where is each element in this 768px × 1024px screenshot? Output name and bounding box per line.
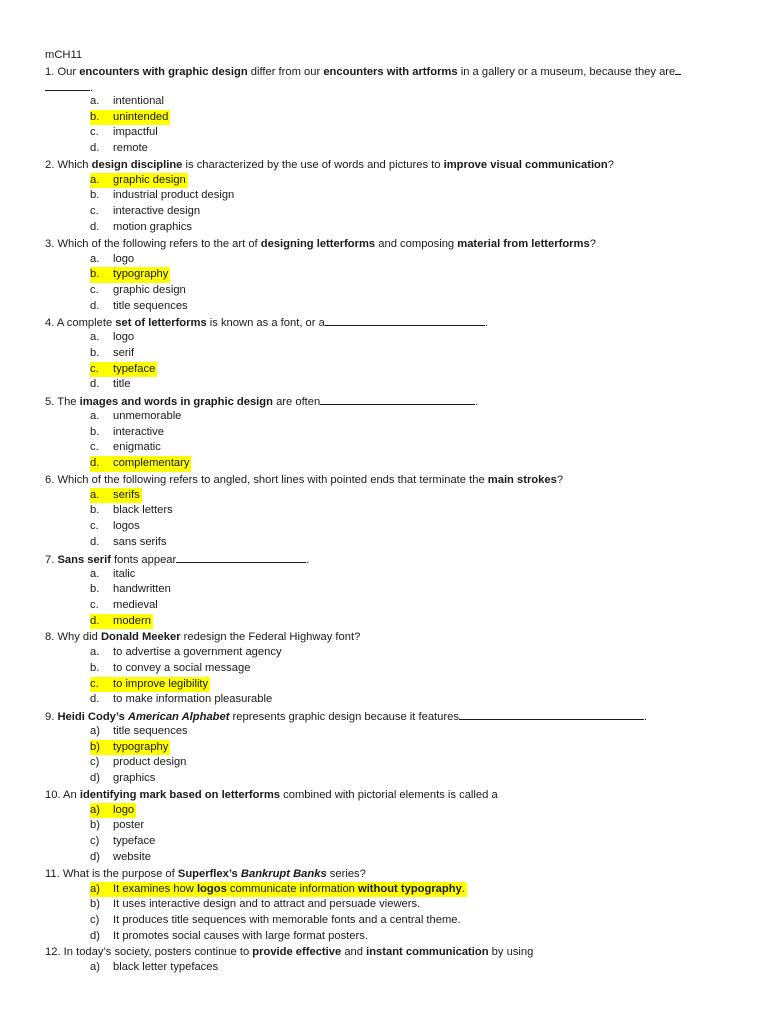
answer-blank <box>459 708 644 720</box>
option-text: graphic design <box>113 283 186 296</box>
text-run: combined with pictorial elements is called a <box>280 788 498 801</box>
option-content <box>90 189 234 201</box>
option-text: handwritten <box>113 583 171 596</box>
option-marker: c. <box>90 126 99 139</box>
option-text: It produces title sequences with memorable fonts and a central theme. <box>113 913 461 926</box>
answer-option-highlighted <box>45 614 735 630</box>
text-run: designing letterforms <box>260 237 376 250</box>
option-text: medieval <box>113 598 158 611</box>
text-run: American Alphabet <box>127 711 230 723</box>
option-marker: b) <box>90 819 100 832</box>
option-text: logo <box>113 252 135 265</box>
answer-option <box>45 661 735 677</box>
question-continuation <box>45 79 735 94</box>
option-content <box>90 331 134 343</box>
text-run: 5. The <box>45 396 80 408</box>
answer-option <box>45 834 735 850</box>
text-run: in a gallery or a museum, because they are <box>457 66 676 78</box>
highlight-mark <box>90 740 170 756</box>
text-run: ? <box>589 237 596 250</box>
text-run: redesign the Federal Highway font? <box>180 631 361 644</box>
text-run: ? <box>556 473 564 486</box>
option-text: to convey a social message <box>113 661 251 674</box>
option-text: enigmatic <box>113 441 161 454</box>
option-marker: c. <box>90 520 99 533</box>
option-marker: a. <box>90 646 100 659</box>
option-content <box>90 378 130 390</box>
answer-option-highlighted <box>45 362 735 378</box>
option-text: logo <box>113 803 135 816</box>
text-run: and <box>341 946 367 959</box>
option-text: interactive design <box>113 205 201 218</box>
text-run: series? <box>326 867 366 880</box>
option-text: motion graphics <box>113 220 192 233</box>
answer-option <box>45 94 735 110</box>
text-run: . <box>90 82 94 94</box>
answer-option-highlighted <box>45 488 735 504</box>
option-marker: b. <box>90 189 100 202</box>
option-marker: d) <box>90 850 100 863</box>
text-run: 11. What is the purpose of <box>45 867 178 880</box>
text-run: Bankrupt Banks <box>240 867 327 880</box>
text-run: Heidi Cody’s <box>57 711 128 723</box>
option-marker: d. <box>90 457 100 470</box>
option-marker: a. <box>90 331 100 344</box>
answer-option <box>45 598 735 614</box>
text-run: encounters with artforms <box>323 66 458 78</box>
option-content <box>90 646 282 658</box>
text-run: . <box>643 711 648 723</box>
option-text: typography <box>113 268 169 281</box>
answer-option <box>45 929 735 945</box>
highlight-mark <box>90 267 170 283</box>
answer-option <box>45 283 735 299</box>
option-marker: d) <box>90 772 100 785</box>
option-marker: c. <box>90 362 99 375</box>
option-content <box>90 898 420 910</box>
text-run: represents graphic design because it features <box>229 711 459 723</box>
option-content <box>90 441 161 453</box>
option-marker: d. <box>90 299 100 312</box>
highlight-mark <box>90 173 188 189</box>
text-run: without typography <box>358 882 462 895</box>
text-run: . <box>461 882 465 895</box>
answer-option <box>45 440 735 456</box>
text-run: 3. Which of the following refers to the art of <box>45 237 261 250</box>
option-text: italic <box>113 567 136 580</box>
text-run: is known as a font, or a <box>206 317 325 330</box>
option-text: to improve legibility <box>113 677 209 690</box>
option-text: complementary <box>113 457 190 470</box>
option-text: title <box>113 378 131 391</box>
option-content <box>90 426 164 438</box>
answer-option <box>45 409 735 425</box>
question-stem <box>45 944 735 960</box>
text-run: 9. <box>45 711 58 723</box>
answer-option <box>45 755 735 771</box>
answer-option <box>45 141 735 157</box>
answer-option-highlighted <box>45 110 735 126</box>
answer-option <box>45 771 735 787</box>
answer-option <box>45 567 735 583</box>
option-marker: d. <box>90 614 100 627</box>
question-list <box>45 63 735 976</box>
answer-option <box>45 188 735 204</box>
answer-option <box>45 299 735 315</box>
text-run: set of letterforms <box>115 317 207 330</box>
option-content <box>90 504 173 516</box>
text-run: differ from our <box>247 66 324 78</box>
answer-option <box>45 897 735 913</box>
option-marker: a. <box>90 567 100 580</box>
option-marker: c. <box>90 598 99 611</box>
option-marker: b) <box>90 740 100 753</box>
text-run: encounters with graphic design <box>79 66 248 78</box>
question-stem <box>45 157 735 173</box>
text-run: main strokes <box>487 473 557 486</box>
option-text: graphics <box>113 772 156 785</box>
option-marker: c) <box>90 913 100 926</box>
answer-option <box>45 377 735 393</box>
option-content <box>90 930 368 942</box>
highlight-mark <box>90 362 157 378</box>
option-text: title sequences <box>113 725 188 737</box>
document-title: mCH11 <box>45 49 83 61</box>
option-marker: d. <box>90 142 100 155</box>
option-content <box>90 536 166 548</box>
option-content <box>90 568 135 580</box>
option-text: unmemorable <box>113 410 182 422</box>
option-text: serif <box>113 346 135 359</box>
answer-option <box>45 125 735 141</box>
answer-blank <box>325 314 485 326</box>
option-text: intentional <box>113 95 165 107</box>
option-text: black letters <box>113 504 173 517</box>
answer-option-highlighted <box>45 740 735 756</box>
option-text: product design <box>113 756 187 769</box>
question-stem <box>45 314 735 330</box>
option-content <box>90 961 218 973</box>
highlight-mark <box>90 803 136 819</box>
option-marker: c) <box>90 835 100 848</box>
highlight-mark <box>90 488 142 504</box>
option-text: typeface <box>113 835 156 848</box>
question-stem <box>45 787 735 803</box>
text-run: 2. Which <box>45 158 92 171</box>
option-content <box>90 142 148 154</box>
option-content <box>90 772 155 784</box>
answer-blank <box>45 79 90 91</box>
option-content <box>90 347 134 359</box>
document-page <box>45 47 735 976</box>
option-marker: d. <box>90 378 100 391</box>
text-run: 4. A complete <box>45 317 116 330</box>
option-marker: c) <box>90 756 100 769</box>
text-run: 8. Why did <box>45 631 101 644</box>
text-run: 7. <box>45 553 58 566</box>
option-text: typography <box>113 740 169 753</box>
text-run: provide effective <box>252 946 342 959</box>
option-content <box>90 95 164 107</box>
option-marker: d. <box>90 535 100 548</box>
option-text: black letter typefaces <box>113 961 219 974</box>
option-content <box>90 410 181 422</box>
option-content <box>90 835 155 847</box>
text-run: fonts appear <box>110 553 177 566</box>
option-text: graphic design <box>113 173 186 186</box>
option-marker: b. <box>90 504 100 517</box>
question-stem <box>45 551 735 567</box>
option-text: typeface <box>113 362 156 375</box>
option-marker: b. <box>90 425 100 438</box>
option-marker: d) <box>90 929 100 942</box>
option-text: It promotes social causes with large format posters. <box>113 929 368 942</box>
option-content <box>90 583 171 595</box>
text-run: material from letterforms <box>457 237 590 250</box>
option-marker: a. <box>90 173 100 186</box>
option-content <box>90 205 200 217</box>
question-stem <box>45 629 735 645</box>
option-content <box>90 253 134 265</box>
option-marker: b. <box>90 268 100 281</box>
answer-option <box>45 850 735 866</box>
text-run: design discipline <box>91 158 183 171</box>
text-run: Sans serif <box>57 553 111 566</box>
answer-option <box>45 519 735 535</box>
text-run: identifying mark based on letterforms <box>79 788 281 801</box>
text-run: It examines how <box>113 882 197 895</box>
option-text: industrial product design <box>113 189 235 202</box>
answer-option <box>45 535 735 551</box>
option-marker: a. <box>90 95 100 107</box>
text-run: 10. An <box>45 788 80 801</box>
answer-option <box>45 204 735 220</box>
answer-option <box>45 425 735 441</box>
answer-blank <box>320 393 475 405</box>
text-run: images and words in graphic design <box>79 396 273 408</box>
text-run: 6. Which of the following refers to angled, short lines with pointed ends that terminate the <box>45 473 488 486</box>
option-text: It uses interactive design and to attract and persuade viewers. <box>113 898 421 911</box>
option-content <box>90 693 272 705</box>
option-text: poster <box>113 819 145 832</box>
answer-option <box>45 818 735 834</box>
text-run: instant communication <box>366 946 489 959</box>
answer-option <box>45 330 735 346</box>
text-run: by using <box>488 946 534 959</box>
answer-option-highlighted <box>45 456 735 472</box>
answer-option-highlighted <box>45 173 735 189</box>
option-text: remote <box>113 142 148 155</box>
text-run: . <box>484 317 488 330</box>
answer-option-highlighted <box>45 677 735 693</box>
answer-option <box>45 692 735 708</box>
option-marker: a) <box>90 803 100 816</box>
answer-option-highlighted <box>45 267 735 283</box>
option-marker: b. <box>90 110 100 123</box>
option-content <box>90 520 140 532</box>
answer-option-highlighted <box>45 882 735 898</box>
text-run: Donald Meeker <box>100 631 181 644</box>
option-text: website <box>113 850 151 863</box>
text-run: communicate information <box>226 882 358 895</box>
option-text: serifs <box>113 488 140 501</box>
text-run: Superflex’s <box>177 867 241 880</box>
option-marker: c. <box>90 205 99 218</box>
text-run: 12. In today’s society, posters continue to <box>45 946 253 959</box>
option-marker: a. <box>90 252 100 265</box>
option-marker: c. <box>90 677 99 690</box>
question-stem <box>45 393 735 409</box>
answer-blank <box>176 551 306 563</box>
option-marker: c. <box>90 441 99 454</box>
text-run: is characterized by the use of words and pictures to <box>182 158 444 171</box>
text-run: logos <box>196 882 227 895</box>
option-text: modern <box>113 614 151 627</box>
text-run: . <box>475 396 479 408</box>
question-stem <box>45 236 735 252</box>
text-run: improve visual communication <box>443 158 608 171</box>
answer-blank <box>675 63 681 75</box>
highlight-mark <box>90 456 191 472</box>
option-text: to make information pleasurable <box>113 693 273 706</box>
option-text: interactive <box>113 425 164 438</box>
option-content <box>90 914 461 926</box>
answer-option <box>45 503 735 519</box>
text-run: ? <box>607 158 614 171</box>
answer-option <box>45 960 735 976</box>
highlight-mark <box>90 614 153 630</box>
highlight-mark <box>90 882 467 898</box>
question-stem <box>45 708 735 724</box>
question-stem <box>45 63 735 79</box>
question-stem <box>45 472 735 488</box>
highlight-mark <box>90 110 170 126</box>
answer-option <box>45 724 735 740</box>
answer-option <box>45 252 735 268</box>
option-marker: a. <box>90 410 100 422</box>
option-marker: c. <box>90 283 99 296</box>
option-marker: a) <box>90 725 100 737</box>
answer-option <box>45 220 735 236</box>
option-text: logo <box>113 331 135 344</box>
option-content <box>90 662 250 674</box>
answer-option <box>45 346 735 362</box>
option-marker: a) <box>90 961 100 974</box>
option-content <box>90 756 186 768</box>
option-marker: d. <box>90 220 100 233</box>
option-content <box>90 284 186 296</box>
option-marker: d. <box>90 693 100 706</box>
option-text: sans serifs <box>113 535 167 548</box>
option-marker: b. <box>90 583 100 596</box>
text-run: and composing <box>375 237 458 250</box>
option-content <box>90 851 151 863</box>
option-content <box>90 725 188 737</box>
option-text: to advertise a government agency <box>113 646 282 659</box>
option-text: title sequences <box>113 299 188 312</box>
answer-option-highlighted <box>45 803 735 819</box>
question-stem <box>45 866 735 882</box>
option-marker: b. <box>90 661 100 674</box>
option-content <box>90 819 144 831</box>
option-marker: a. <box>90 488 100 501</box>
option-marker: b) <box>90 898 100 911</box>
option-text: unintended <box>113 110 169 123</box>
option-text: impactful <box>113 126 158 139</box>
option-content <box>90 126 158 138</box>
answer-option <box>45 913 735 929</box>
text-run: 1. Our <box>45 66 80 78</box>
highlight-mark <box>90 677 210 693</box>
text-run: are often <box>272 396 321 408</box>
option-text: logos <box>113 520 140 533</box>
answer-option <box>45 582 735 598</box>
option-content <box>90 300 188 312</box>
text-run: . <box>306 553 310 566</box>
option-content <box>90 599 158 611</box>
option-marker: b. <box>90 346 100 359</box>
answer-option <box>45 645 735 661</box>
option-content <box>90 221 192 233</box>
option-marker: a) <box>90 882 100 895</box>
